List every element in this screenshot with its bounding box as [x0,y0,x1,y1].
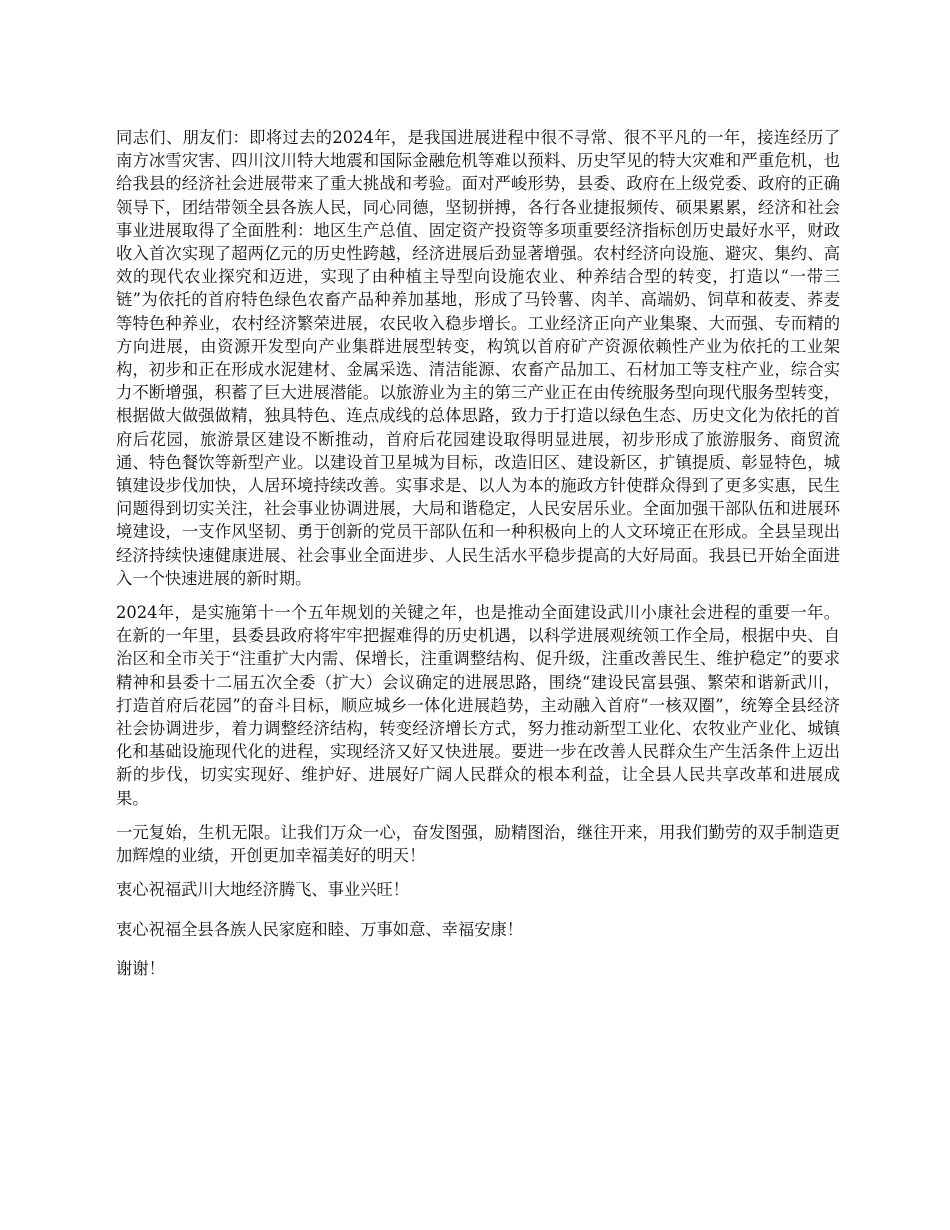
document-page [116,126,840,996]
paragraph-thanks: 谢谢！ [116,958,165,978]
paragraph-opening: 同志们、朋友们：即将过去的2024年，是我国进展进程中很不寻常、很不平凡的一年，接连经历了南方冰雪灾害、四川汶川特大地震和国际金融危机等难以预料、历史罕见的特大灾难和严重危机，也给我县的经济社会进展带来了重大挑战和考验。面对严峻形势，县委、政府在上级党委、政府的正确领导下，团结带领全县各族人民，同心同德，坚韧拼搏，各行各业捷报频传、硕果累累，经济和社会事业进展取得了全面胜利：地区生产总值、固定资产投资等多项重要经济指标创历史最好水平，财政收入首次实现了超两亿元的历史性跨越，经济进展后劲显著增强。农村经济向设施、避灾、集约、高效的现代农业探究和迈进，实现了由种植主导型向设施农业、种养结合型的转变，打造以“一带三链”为依托的首府特色绿色农畜产品种养加基地，形成了马铃薯、肉羊、高端奶、饲草和莜麦、荞麦等特色种养业，农村经济繁荣进展，农民收入稳步增长。工业经济正向产业集聚、大而强、专而精的方向进展，由资源开发型向产业集群进展型转变，构筑以首府矿产资源依赖性产业为依托的工业架构，初步和正在形成水泥建材、金属采选、清洁能源、农畜产品加工、石材加工等支柱产业，综合实力不断增强，积蓄了巨大进展潜能。以旅游业为主的第三产业正在由传统服务型向现代服务型转变，根据做大做强做精，独具特色、连点成线的总体思路，致力于打造以绿色生态、历史文化为依托的首府后花园，旅游景区建设不断推动，首府后花园建设取得明显进展，初步形成了旅游服务、商贸流通、特色餐饮等新型产业。以建设首卫星城为目标，改造旧区、建设新区，扩镇提质、彰显特色，城镇建设步伐加快，人居环境持续改善。实事求是、以人为本的施政方针使群众得到了更多实惠，民生问题得到切实关注，社会事业协调进展，大局和谐稳定，人民安居乐业。全面加强干部队伍和进展环境建设，一支作风坚韧、勇于创新的党员干部队伍和一种积极向上的人文环境正在形成。全县呈现出经济持续快速健康进展、社会事业全面进步、人民生活水平稳步提高的大好局面。我县已开始全面进入一个快速进展的新时期。 [116,128,840,588]
paragraph-blessing-economy: 衷心祝福武川大地经济腾飞、事业兴旺！ [116,880,410,900]
paragraph-call-to-action: 一元复始，生机无限。让我们万众一心，奋发图强，励精图治，继往开来，用我们勤劳的双手制造更加辉煌的业绩，开创更加幸福美好的明天！ [116,822,840,866]
paragraph-plan-2024: 2024年，是实施第十一个五年规划的关键之年，也是推动全面建设武川小康社会进程的重要一年。在新的一年里，县委县政府将牢牢把握难得的历史机遇，以科学进展观统领工作全局，根据中央、自治区和全市关于“注重扩大内需、保增长，注重调整结构、促升级，注重改善民生、维护稳定”的要求精神和县委十二届五次全委（扩大）会议确定的进展思路，围绕“建设民富县强、繁荣和谐新武川，打造首府后花园”的奋斗目标，顺应城乡一体化进展趋势，主动融入首府“一核双圈”，统筹全县经济社会协调进步，着力调整经济结构，转变经济增长方式，努力推动新型工业化、农牧业产业化、城镇化和基础设施现代化的进程，实现经济又好又快进展。要进一步在改善人民群众生产生活条件上迈出新的步伐，切实实现好、维护好、进展好广阔人民群众的根本利益，让全县人民共享改革和进展成果。 [116,603,840,808]
paragraph-blessing-people: 衷心祝福全县各族人民家庭和睦、万事如意、幸福安康！ [116,919,524,939]
